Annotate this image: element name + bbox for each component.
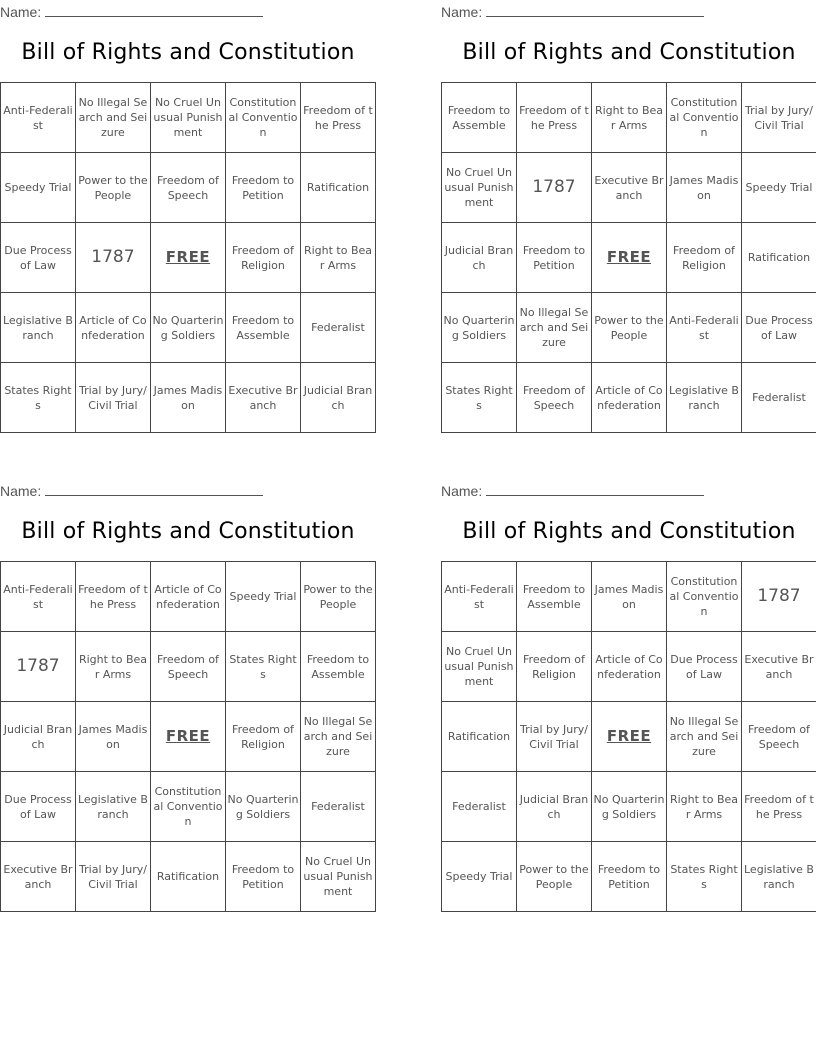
name-field[interactable] [0, 481, 263, 499]
grid-cell[interactable]: Trial by Jury/Civil Trial [741, 83, 816, 153]
grid-cell[interactable]: Trial by Jury/Civil Trial [75, 363, 150, 433]
grid-cell[interactable]: 1787 [516, 153, 591, 223]
grid-cell[interactable]: Federalist [300, 293, 375, 363]
free-space-cell[interactable]: FREE [150, 702, 225, 772]
grid-cell[interactable]: 1787 [75, 223, 150, 293]
grid-row [1, 223, 376, 293]
name-field[interactable] [441, 2, 704, 20]
grid-cell[interactable]: No Illegal Search and Seizure [300, 702, 375, 772]
name-label: Name: [0, 483, 42, 499]
grid-cell[interactable]: Constitutional Convention [667, 562, 742, 632]
grid-cell[interactable]: Freedom to Assemble [516, 562, 591, 632]
grid-cell[interactable]: Ratification [300, 153, 375, 223]
grid-cell[interactable]: Judicial Branch [300, 363, 375, 433]
grid-cell[interactable]: Anti-Federalist [1, 562, 76, 632]
grid-cell[interactable]: Legislative Branch [667, 363, 742, 433]
grid-row [1, 772, 376, 842]
grid-cell[interactable]: Federalist [741, 363, 816, 433]
card-title: Bill of Rights and Constitution [21, 40, 355, 65]
grid-cell[interactable]: James Madison [591, 562, 666, 632]
name-label: Name: [441, 4, 483, 20]
bingo-grid [441, 561, 816, 912]
grid-cell[interactable]: Legislative Branch [1, 293, 76, 363]
grid-cell[interactable]: Freedom of Speech [741, 702, 816, 772]
grid-cell[interactable]: Anti-Federalist [442, 562, 517, 632]
grid-row [442, 293, 816, 363]
grid-cell[interactable]: Due Process of Law [1, 223, 76, 293]
grid-cell[interactable]: Freedom to Assemble [225, 293, 300, 363]
grid-cell[interactable]: Freedom of the Press [75, 562, 150, 632]
grid-cell[interactable]: No Cruel Unusual Punishment [442, 632, 517, 702]
grid-cell[interactable]: Executive Branch [741, 632, 816, 702]
name-label: Name: [0, 4, 42, 20]
name-blank-line[interactable] [486, 2, 704, 17]
grid-cell[interactable]: Freedom of Religion [667, 223, 742, 293]
grid-cell[interactable]: Power to the People [516, 842, 591, 912]
grid-cell[interactable]: Power to the People [591, 293, 666, 363]
bingo-grid [441, 82, 816, 433]
grid-cell[interactable]: States Rights [667, 842, 742, 912]
grid-row [442, 772, 816, 842]
grid-cell[interactable]: Article of Confederation [150, 562, 225, 632]
name-field[interactable] [441, 481, 704, 499]
name-label: Name: [441, 483, 483, 499]
grid-cell[interactable]: Freedom to Petition [591, 842, 666, 912]
grid-cell[interactable]: Ratification [442, 702, 517, 772]
grid-cell[interactable]: Anti-Federalist [1, 83, 76, 153]
grid-row [442, 562, 816, 632]
grid-cell[interactable]: Judicial Branch [1, 702, 76, 772]
grid-cell[interactable]: Judicial Branch [516, 772, 591, 842]
grid-cell[interactable]: No Cruel Unusual Punishment [442, 153, 517, 223]
grid-cell[interactable]: Freedom of Speech [516, 363, 591, 433]
grid-cell[interactable]: No Cruel Unusual Punishment [300, 842, 375, 912]
grid-cell[interactable]: Right to Bear Arms [591, 83, 666, 153]
name-blank-line[interactable] [45, 2, 263, 17]
grid-row [1, 83, 376, 153]
grid-cell[interactable]: Freedom of the Press [741, 772, 816, 842]
grid-cell[interactable]: Speedy Trial [226, 562, 301, 632]
grid-row [442, 153, 816, 223]
grid-cell[interactable]: Constitutional Convention [667, 83, 742, 153]
grid-cell[interactable]: Constitutional Convention [225, 83, 300, 153]
card-title: Bill of Rights and Constitution [462, 519, 796, 544]
free-space-cell[interactable]: FREE [150, 223, 225, 293]
grid-cell[interactable]: Article of Confederation [591, 632, 666, 702]
grid-row [442, 223, 816, 293]
bingo-grid [0, 82, 376, 433]
grid-row [1, 153, 376, 223]
grid-cell[interactable]: Legislative Branch [741, 842, 816, 912]
grid-cell[interactable]: Speedy Trial [741, 153, 816, 223]
grid-cell[interactable]: Trial by Jury/Civil Trial [75, 842, 150, 912]
grid-row [442, 702, 816, 772]
grid-row [1, 293, 376, 363]
grid-cell[interactable]: States Rights [226, 632, 301, 702]
grid-cell[interactable]: 1787 [741, 562, 816, 632]
grid-cell[interactable]: Right to Bear Arms [75, 632, 150, 702]
grid-row [442, 842, 816, 912]
grid-cell[interactable]: Freedom to Petition [516, 223, 591, 293]
grid-cell[interactable]: James Madison [150, 363, 225, 433]
grid-row [1, 842, 376, 912]
grid-cell[interactable]: Federalist [442, 772, 517, 842]
grid-cell[interactable]: No Illegal Search and Seizure [667, 702, 742, 772]
grid-cell[interactable]: Executive Branch [1, 842, 76, 912]
grid-row [442, 632, 816, 702]
grid-cell[interactable]: No Quartering Soldiers [442, 293, 517, 363]
grid-cell[interactable]: Trial by Jury/Civil Trial [516, 702, 591, 772]
card-title: Bill of Rights and Constitution [21, 519, 355, 544]
grid-cell[interactable]: No Quartering Soldiers [226, 772, 301, 842]
grid-cell[interactable]: Freedom to Petition [225, 153, 300, 223]
grid-cell[interactable]: Freedom to Petition [226, 842, 301, 912]
grid-cell[interactable]: Freedom of the Press [516, 83, 591, 153]
grid-cell[interactable]: James Madison [667, 153, 742, 223]
grid-cell[interactable]: Ratification [741, 223, 816, 293]
grid-cell[interactable]: Due Process of Law [1, 772, 76, 842]
grid-cell[interactable]: Freedom of Religion [516, 632, 591, 702]
grid-cell[interactable]: 1787 [1, 632, 76, 702]
grid-cell[interactable]: Freedom to Assemble [442, 83, 517, 153]
grid-cell[interactable]: Freedom of Religion [225, 223, 300, 293]
grid-row [1, 562, 376, 632]
grid-cell[interactable]: Executive Branch [225, 363, 300, 433]
name-blank-line[interactable] [45, 481, 263, 496]
grid-row [1, 363, 376, 433]
name-field[interactable] [0, 2, 263, 20]
grid-cell[interactable]: No Quartering Soldiers [591, 772, 666, 842]
grid-cell[interactable]: States Rights [442, 363, 517, 433]
grid-cell[interactable]: Freedom of Religion [226, 702, 301, 772]
grid-cell[interactable]: Power to the People [75, 153, 150, 223]
grid-row [1, 632, 376, 702]
grid-row [442, 83, 816, 153]
bingo-grid [0, 561, 376, 912]
grid-cell[interactable]: Freedom of Speech [150, 153, 225, 223]
grid-cell[interactable]: James Madison [75, 702, 150, 772]
free-space-cell[interactable]: FREE [591, 223, 666, 293]
grid-cell[interactable]: Executive Branch [591, 153, 666, 223]
grid-cell[interactable]: Freedom to Assemble [300, 632, 375, 702]
name-blank-line[interactable] [486, 481, 704, 496]
grid-cell[interactable]: No Quartering Soldiers [150, 293, 225, 363]
grid-cell[interactable]: Due Process of Law [667, 632, 742, 702]
grid-row [1, 702, 376, 772]
free-space-cell[interactable]: FREE [591, 702, 666, 772]
grid-cell[interactable]: No Cruel Unusual Punishment [150, 83, 225, 153]
grid-cell[interactable]: Due Process of Law [741, 293, 816, 363]
grid-cell[interactable]: Article of Confederation [591, 363, 666, 433]
card-title: Bill of Rights and Constitution [462, 40, 796, 65]
grid-cell[interactable]: States Rights [1, 363, 76, 433]
grid-cell[interactable]: Article of Confederation [75, 293, 150, 363]
grid-cell[interactable]: Legislative Branch [75, 772, 150, 842]
grid-cell[interactable]: Freedom of Speech [150, 632, 225, 702]
grid-cell[interactable]: Speedy Trial [1, 153, 76, 223]
grid-cell[interactable]: Ratification [150, 842, 225, 912]
grid-cell[interactable]: Right to Bear Arms [300, 223, 375, 293]
grid-cell[interactable]: Judicial Branch [442, 223, 517, 293]
grid-cell[interactable]: Freedom of the Press [300, 83, 375, 153]
grid-cell[interactable]: No Illegal Search and Seizure [75, 83, 150, 153]
grid-cell[interactable]: Right to Bear Arms [667, 772, 742, 842]
grid-cell[interactable]: Power to the People [300, 562, 375, 632]
grid-cell[interactable]: Speedy Trial [442, 842, 517, 912]
grid-cell[interactable]: Federalist [300, 772, 375, 842]
grid-row [442, 363, 816, 433]
grid-cell[interactable]: No Illegal Search and Seizure [516, 293, 591, 363]
grid-cell[interactable]: Anti-Federalist [667, 293, 742, 363]
grid-cell[interactable]: Constitutional Convention [150, 772, 225, 842]
